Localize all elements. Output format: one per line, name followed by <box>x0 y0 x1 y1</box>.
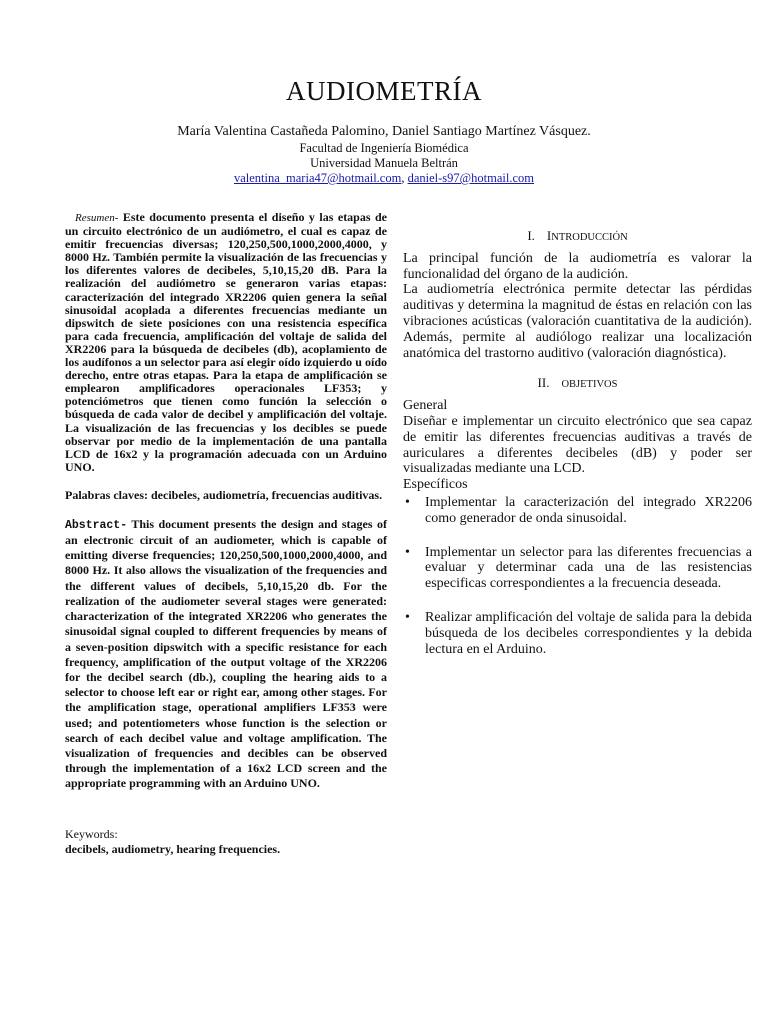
general-objective: Diseñar e implementar un circuito electrónico que sea capaz de emitir las diferentes frecuencias auditivas a través de auriculares a diferentes decibeles (dB) y poder ser visualizadas mediante una LCD. <box>403 413 752 477</box>
section-heading-introduccion <box>403 228 752 246</box>
resumen-text: Este documento presenta el diseño y las etapas de un circuito electrónico de un audiómetro, el cual es capaz de emitir frecuencias diversas; 120,250,500,1000,2000,4000, y 8000 Hz. También permite la visualización de las frecuencias y los diferentes valores de decibeles, 5,10,15,20 dB. Para la realización del audiómetro se generaron varias etapas: caracterización del integrado XR2206 quien genera la señal sinusoidal acoplada a diferentes frecuencias mediante un dipswitch de siete posiciones con una resistencia específica para cada frecuencia, amplificación del voltaje de salida del XR2206 para la búsqueda de decibeles (db), acoplamiento de los audífonos a un selector para así elegir oído izquierdo u oído derecho, entre otras etapas. Para la etapa de amplificación se emplearon amplificadores operacionales LF353; y potenciómetros que tienen como función la selección o búsqueda de cada valor de decibel y amplificación del voltaje. La visualización de las frecuencias y los decibles se puede observar por medio de la implementación de una pantalla LCD de 16x2 y la programación adecuada con un Arduino UNO. <box>65 210 387 474</box>
list-item-text: Realizar amplificación del voltaje de salida para la debida búsqueda de los decibeles correspondientes y la debida lectura en el Arduino. <box>425 609 752 657</box>
section-title-rest: NTRODUCCIÓN <box>551 232 628 243</box>
faculty-affiliation: Facultad de Ingeniería Biomédica <box>299 141 469 155</box>
paper-title: AUDIOMETRÍA <box>286 76 482 106</box>
intro-paragraph-2: La audiometría electrónica permite detectar las pérdidas auditivas y determina la magnitud de éstas en relación con las vibraciones acústicas (valoración cuantitativa de la audición). Además, permite al audiólogo realizar una localización anatómica del trastorno auditivo (valoración diagnóstica). <box>403 282 752 361</box>
bullet-icon: • <box>405 494 410 510</box>
resumen-label: Resumen- <box>75 212 119 224</box>
list-item <box>403 545 752 592</box>
abstract-paragraph <box>65 517 387 792</box>
section-heading-objetivos <box>403 375 752 393</box>
keywords-label: Keywords: <box>65 826 118 841</box>
right-column <box>403 228 752 657</box>
keywords-spanish: Palabras claves: decibeles, audiometría, frecuencias auditivas. <box>65 487 383 502</box>
left-column <box>65 211 387 857</box>
bullet-icon: • <box>405 544 410 560</box>
especificos-heading: Específicos <box>403 477 468 493</box>
abstract-text: This document presents the design and stages of an electronic circuit of an audiometer, which is capable of emitting diverse frequencies; 120,250,500,1000,2000,4000, and 8000 Hz. It also allows the visualization of the frequencies and the different values of decibels, 5,10,15,20 db. For the realization of the audiometer several stages were generated: characterization of the integrated XR2206 who generates the sinusoidal signal coupled to different frequencies by means of a seven-position dipswitch with a specific resistance for each frequency, amplification of the output voltage of the XR2206 for the decibel search (db.), coupling the hearing aids to a selector to choose left ear or right ear, among other stages. For the amplification stage, operational amplifiers LF353 were used; and potentiometers whose function is the selection or search of each decibel value and voltage amplification. The visualization of frequencies and decibles can be observed through the implementation of a 16x2 LCD screen and the appropriate programming with an Arduino UNO. <box>65 516 387 791</box>
author-emails <box>0 171 768 186</box>
section-title: OBJETIVOS <box>561 379 618 391</box>
bullet-icon: • <box>405 609 410 625</box>
general-heading: General <box>403 398 448 414</box>
list-item-text: Implementar la caracterización del integrado XR2206 como generador de onda sinusoidal. <box>425 494 752 526</box>
section-number: I. <box>527 228 535 243</box>
section-number: II. <box>537 375 550 391</box>
list-item <box>403 610 752 657</box>
email-link-2[interactable]: daniel-s97@hotmail.com <box>407 171 535 185</box>
section-title-initial: I <box>546 228 552 243</box>
list-item <box>403 495 752 527</box>
email-link-1[interactable]: valentina_maria47@hotmail.com <box>233 171 402 185</box>
authors-line: María Valentina Castañeda Palomino, Daniel Santiago Martínez Vásquez. <box>177 124 591 139</box>
keywords-english: decibels, audiometry, hearing frequencies. <box>65 841 281 856</box>
list-item-text: Implementar un selector para las diferentes frecuencias a evaluar y determinar cada una de las resistencias especificas correspondientes a la frecuencia deseada. <box>425 544 752 592</box>
university-affiliation: Universidad Manuela Beltrán <box>310 156 458 170</box>
intro-paragraph-1: La principal función de la audiometría es valorar la funcionalidad del órgano de la audición. <box>403 250 752 282</box>
email-separator: , <box>401 171 408 185</box>
resumen-paragraph <box>65 211 387 474</box>
abstract-label: Abstract- <box>65 518 128 532</box>
